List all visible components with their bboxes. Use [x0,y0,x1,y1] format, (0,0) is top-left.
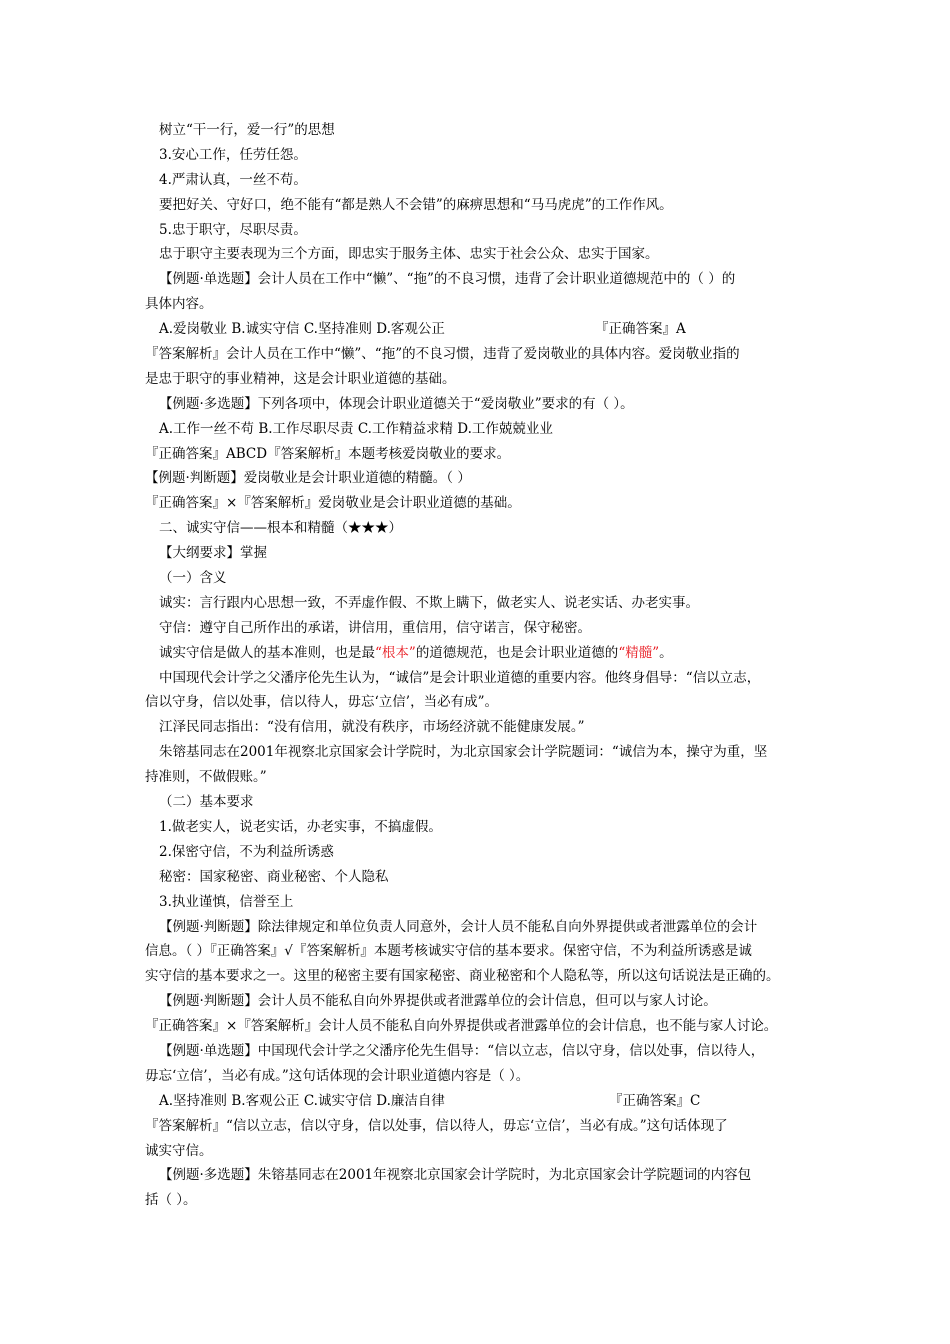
options-line [145,317,810,342]
options-text: A.坚持准则 B.客观公正 C.诚实守信 D.廉洁自律 [159,1092,445,1109]
text-line: 3.安心工作，任劳任怨。 [159,146,307,163]
text-line: 中国现代会计学之父潘序伦先生认为，“诚信”是会计职业道德的重要内容。他终身倡导：“信以立志， [159,669,761,686]
example-question: 【例题·多选题】下列各项中，体现会计职业道德关于“爱岗敬业”要求的有（ ）。 [159,395,634,412]
example-question: 【例题·单选题】中国现代会计学之父潘序伦先生倡导：“信以立志，信以守身，信以处事，信以待人， [159,1042,765,1059]
text-line: 5.忠于职守，尽职尽责。 [159,221,307,238]
text-line: 是忠于职守的事业精神，这是会计职业道德的基础。 [145,370,456,387]
text-segment: 。 [659,644,673,661]
example-question: 【例题·判断题】爱岗敬业是会计职业道德的精髓。（ ） [145,470,471,487]
answer-analysis: 『答案解析』“信以立志，信以守身，信以处事，信以待人，毋忘‘立信’，当必有成。”这句话体现了 [145,1117,728,1134]
correct-answer: 『正确答案』C [609,1092,701,1109]
subsection-heading: （一）含义 [159,570,227,587]
correct-answer: 『正确答案』×『答案解析』爱岗敬业是会计职业道德的基础。 [145,495,521,512]
text-line [145,641,810,666]
text-line: 4.严肃认真，一丝不苟。 [159,171,307,188]
answer-analysis: 『答案解析』会计人员在工作中“懒”、“拖”的不良习惯，违背了爱岗敬业的具体内容。爱岗敬业指的 [145,346,740,363]
text-line: 要把好关、守好口，绝不能有“都是熟人不会错”的麻痹思想和“马马虎虎”的工作作风。 [159,196,673,213]
text-line: 树立“干一行，爱一行”的思想 [159,122,335,138]
correct-answer: 『正确答案』×『答案解析』会计人员不能私自向外界提供或者泄露单位的会计信息，也不能与家人讨论。 [145,1018,778,1035]
options-line [145,1089,810,1114]
example-question: 【例题·多选题】朱镕基同志在2001年视察北京国家会计学院时，为北京国家会计学院题词的内容包 [159,1167,752,1184]
text-line: 信以守身，信以处事，信以待人，毋忘‘立信’，当必有成”。 [145,694,498,711]
text-line: 守信：遵守自己所作出的承诺，讲信用，重信用，信守诺言，保守秘密。 [159,619,591,636]
correct-answer: 『正确答案』A [595,321,686,338]
example-question: 【例题·单选题】会计人员在工作中“懒”、“拖”的不良习惯，违背了会计职业道德规范中的（ ）的 [159,271,736,288]
example-question: 【例题·判断题】除法律规定和单位负责人同意外，会计人员不能私自向外界提供或者泄露单位的会计 [159,918,758,935]
text-line: 具体内容。 [145,296,213,313]
text-line: 实守信的基本要求之一。这里的秘密主要有国家秘密、商业秘密和个人隐私等，所以这句话说法是正确的。 [145,968,780,985]
subsection-heading: （二）基本要求 [159,794,254,811]
text-line: 3.执业谨慎，信誉至上 [159,893,294,910]
text-line: 诚实守信。 [145,1142,213,1159]
options-text: A.爱岗敬业 B.诚实守信 C.坚持准则 D.客观公正 [159,321,445,338]
text-line: 2.保密守信，不为利益所诱惑 [159,843,334,860]
text-line: 忠于职守主要表现为三个方面，即忠实于服务主体、忠实于社会公众、忠实于国家。 [159,246,659,263]
example-question: 【例题·判断题】会计人员不能私自向外界提供或者泄露单位的会计信息，但可以与家人讨论。 [159,993,717,1010]
text-line: 秘密：国家秘密、商业秘密、个人隐私 [159,868,389,885]
text-line: 持准则，不做假账。” [145,769,267,786]
text-segment: 的道德规范，也是会计职业道德的 [415,644,619,661]
text-line: 朱镕基同志在2001年视察北京国家会计学院时，为北京国家会计学院题词：“诚信为本，操守为重，坚 [159,744,768,761]
text-line: 括（ ）。 [145,1192,197,1209]
section-heading: 二、诚实守信——根本和精髓（★★★） [159,520,402,537]
options-text: A.工作一丝不苟 B.工作尽职尽责 C.工作精益求精 D.工作兢兢业业 [159,420,553,437]
text-line: 信息。（ ）『正确答案』√『答案解析』本题考核诚实守信的基本要求。保密守信，不为利益所诱惑是诚 [145,943,752,960]
text-line: 1.做老实人，说老实话，办老实事，不搞虚假。 [159,818,442,835]
text-line: 诚实：言行跟内心思想一致，不弄虚作假、不欺上瞒下，做老实人、说老实话、办老实事。 [159,594,699,611]
text-line: 毋忘‘立信’，当必有成。”这句话体现的会计职业道德内容是（ ）。 [145,1067,530,1084]
document-body [145,118,810,1213]
text-line: 江泽民同志指出：“没有信用，就没有秩序，市场经济就不能健康发展。” [159,719,585,736]
correct-answer: 『正确答案』ABCD『答案解析』本题考核爱岗敬业的要求。 [145,445,511,462]
emphasis-root: “根本” [375,644,416,661]
text-segment: 诚实守信是做人的基本准则，也是最 [159,644,375,661]
emphasis-essence: “精髓” [618,644,660,661]
syllabus-requirement: 【大纲要求】掌握 [159,545,267,562]
